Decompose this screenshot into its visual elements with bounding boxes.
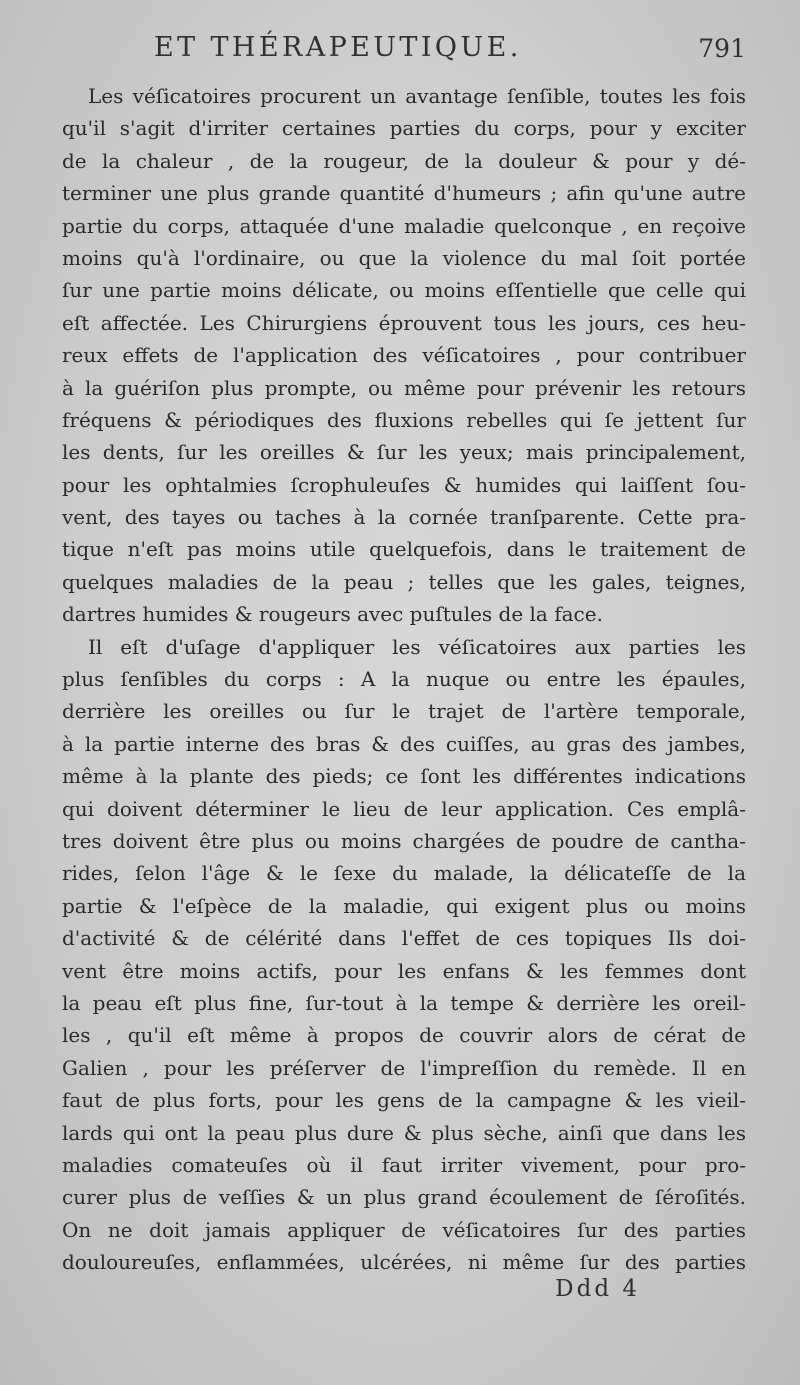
paragraph [62, 80, 746, 631]
running-title: ET THÉRAPEUTIQUE. [154, 32, 522, 63]
text-line: ſur une partie moins délicate, ou moins eſſentielle que celle qui [62, 278, 746, 303]
text-line: les dents, ſur les oreilles & ſur les yeux; mais principalement, [62, 440, 746, 465]
text-line: reux effets de l'application des véſicatoires , pour contribuer [62, 343, 746, 368]
text-line: à la guériſon plus prompte, ou même pour prévenir les retours [62, 375, 746, 400]
text-line: d'activité & de célérité dans l'effet de ces topiques Ils doi- [62, 926, 746, 951]
text-line: plus ſenſibles du corps : A la nuque ou entre les épaules, [62, 667, 746, 692]
text-line: à la partie interne des bras & des cuiſſes, au gras des jambes, [62, 731, 746, 756]
text-line: Galien , pour les préſerver de l'impreſſion du remède. Il en [62, 1055, 746, 1080]
text-line: eſt affectée. Les Chirurgiens éprouvent tous les jours, ces heu- [62, 310, 746, 335]
text-line: dartres humides & rougeurs avec puſtules de la face. [62, 602, 603, 627]
text-line: Il eſt d'uſage d'appliquer les véſicatoires aux parties les [88, 634, 746, 659]
text-line: les , qu'il eſt même à propos de couvrir alors de cérat de [62, 1023, 746, 1048]
text-line: faut de plus forts, pour les gens de la campagne & les vieil- [62, 1088, 746, 1113]
paragraph [62, 631, 746, 1279]
text-line: pour les ophtalmies ſcrophuleuſes & humides qui laiſſent ſou- [62, 472, 746, 497]
text-line: douloureuſes, enflammées, ulcérées, ni même ſur des parties [62, 1250, 746, 1275]
body-text [62, 80, 746, 1278]
text-line: qui doivent déterminer le lieu de leur application. Ces emplâ- [62, 796, 746, 821]
page-number: 791 [698, 34, 746, 63]
text-line: partie & l'eſpèce de la maladie, qui exigent plus ou moins [62, 893, 746, 918]
text-line: curer plus de veſſies & un plus grand écoulement de ſéroſités. [62, 1185, 746, 1210]
text-line: rides, ſelon l'âge & le ſexe du malade, la délicateſſe de la [62, 861, 746, 886]
text-line: vent, des tayes ou taches à la cornée tranſparente. Cette pra- [62, 505, 746, 530]
signature-mark: Ddd 4 [555, 1276, 640, 1302]
text-line: moins qu'à l'ordinaire, ou que la violence du mal ſoit portée [62, 245, 746, 270]
text-line: même à la plante des pieds; ce ſont les différentes indications [62, 764, 746, 789]
text-line: qu'il s'agit d'irriter certaines parties du corps, pour y exciter [62, 116, 746, 141]
text-line: maladies comateuſes où il faut irriter vivement, pour pro- [62, 1152, 746, 1177]
text-line: partie du corps, attaquée d'une maladie quelconque , en reçoive [62, 213, 746, 238]
text-line: On ne doit jamais appliquer de véſicatoires ſur des parties [62, 1217, 746, 1242]
text-line: quelques maladies de la peau ; telles que les gales, teignes, [62, 569, 746, 594]
text-line: tres doivent être plus ou moins chargées de poudre de cantha- [62, 828, 746, 853]
text-line: lards qui ont la peau plus dure & plus sèche, ainſi que dans les [62, 1120, 746, 1145]
text-line: la peau eſt plus fine, ſur-tout à la tempe & derrière les oreil- [62, 990, 746, 1015]
text-line: de la chaleur , de la rougeur, de la douleur & pour y dé- [62, 148, 746, 173]
page-header [62, 26, 746, 80]
text-line: tique n'eſt pas moins utile quelquefois, dans le traitement de [62, 537, 746, 562]
text-line: derrière les oreilles ou ſur le trajet de l'artère temporale, [62, 699, 746, 724]
text-line: terminer une plus grande quantité d'humeurs ; afin qu'une autre [62, 181, 746, 206]
text-line: Les véſicatoires procurent un avantage ſenſible, toutes les fois [88, 84, 746, 108]
text-line: fréquens & périodiques des fluxions rebelles qui ſe jettent ſur [62, 407, 746, 432]
text-line: vent être moins actifs, pour les enfans & les femmes dont [62, 958, 746, 983]
